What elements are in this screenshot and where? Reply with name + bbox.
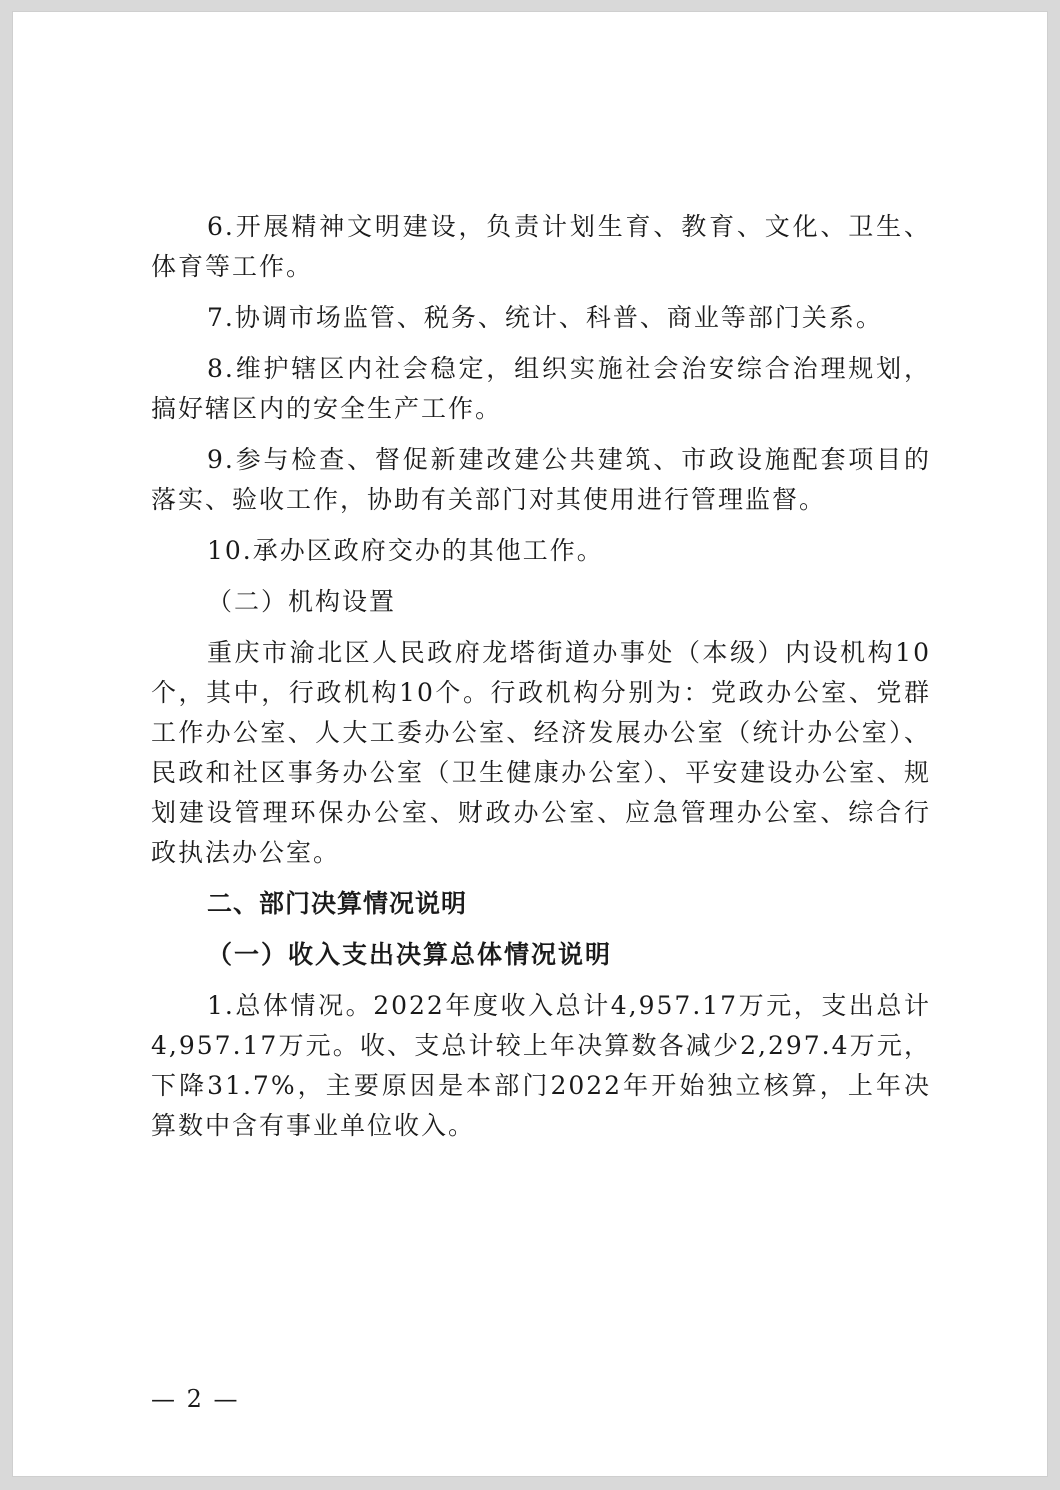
duty-item-9: 9.参与检查、督促新建改建公共建筑、市政设施配套项目的落实、验收工作，协助有关部门对其使用进行管理监督。 [151,445,931,514]
overall-situation-paragraph: 1.总体情况。2022年度收入总计4,957.17万元，支出总计4,957.17万元。收、支总计较上年决算数各减少2,297.4万元，下降31.7%，主要原因是本部门2022年开始独立核算，上年决算数中含有事业单位收入。 [151,991,931,1140]
document-body [151,207,931,1157]
income-expense-subheading: （一）收入支出决算总体情况说明 [207,940,613,969]
org-setup-body: 重庆市渝北区人民政府龙塔街道办事处（本级）内设机构10个，其中，行政机构10个。行政机构分别为：党政办公室、党群工作办公室、人大工委办公室、经济发展办公室（统计办公室）、民政和社区事务办公室（卫生健康办公室）、平安建设办公室、规划建设管理环保办公室、财政办公室、应急管理办公室、综合行政执法办公室。 [151,638,931,867]
duty-item-6: 6.开展精神文明建设，负责计划生育、教育、文化、卫生、体育等工作。 [151,212,931,281]
page-number: — 2 — [151,1385,240,1413]
org-setup-heading: （二）机构设置 [207,587,397,616]
section-two-heading: 二、部门决算情况说明 [207,889,468,918]
duty-item-10: 10.承办区政府交办的其他工作。 [207,536,604,565]
document-page [12,11,1048,1477]
duty-item-8: 8.维护辖区内社会稳定，组织实施社会治安综合治理规划，搞好辖区内的安全生产工作。 [151,354,931,423]
duty-item-7: 7.协调市场监管、税务、统计、科普、商业等部门关系。 [207,303,883,332]
